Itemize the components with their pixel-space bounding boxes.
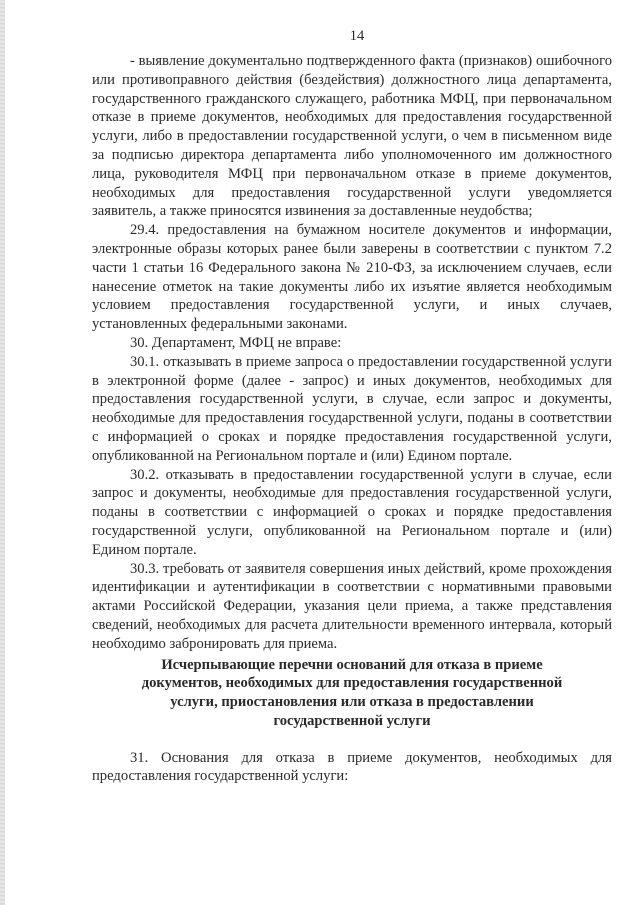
paragraph-30: 30. Департамент, МФЦ не вправе:	[130, 334, 342, 351]
paragraph-30-3: 30.3. требовать от заявителя совершения иных действий, кроме прохождения идентификации и аутентификации в соответствии с нормативными правовыми актами Российской Федерации, указания цели приема, а также представления сведений, необходимых для расчета длительности временного интервала, который необходимо забронировать для приема.	[92, 560, 612, 652]
paragraph-30-1: 30.1. отказывать в приеме запроса о предоставлении государственной услуги в электронной форме (далее - запрос) и иных документов, необходимых для предоставления государственной услуги, в случае, если запрос и документы, необходимые для предоставления государственной услуги, поданы в соответствии с информацией о сроках и порядке предоставления государственной услуги, опубликованной на Региональном портале и (или) Едином портале.	[92, 353, 612, 464]
document-page	[92, 28, 612, 786]
section-heading-line: услуги, приостановления или отказа в предоставлении	[170, 694, 534, 711]
page-number: 14	[349, 28, 365, 44]
paragraph-29-4: 29.4. предоставления на бумажном носителе документов и информации, электронные образы которых ранее были заверены в соответствии с пунктом 7.2 части 1 статьи 16 Федерального закона № 210-ФЗ, за исключением случаев, если нанесение отметок на такие документы либо их изъятие является необходимым условием предоставления государственной услуги, и иных случаев, установленных федеральными законами.	[92, 222, 612, 333]
section-heading-line: документов, необходимых для предоставления государственной	[141, 675, 563, 692]
paragraph-identification-error: - выявление документально подтвержденного факта (признаков) ошибочного или противоправного действия (бездействия) должностного лица департамента, государственного гражданского служащего, работника МФЦ, при первоначальном отказе в приеме документов, необходимых для предоставления государственной услуги, либо в предоставлении государственной услуги, о чем в письменном виде за подписью директора департамента либо уполномоченного им должностного лица, руководителя МФЦ при первоначальном отказе в приеме документов, необходимых для предоставления государственной услуги уведомляется заявитель, а также приносятся извинения за доставленные неудобства;	[92, 53, 612, 220]
section-heading	[92, 656, 612, 731]
paragraph-30-2: 30.2. отказывать в предоставлении государственной услуги в случае, если запрос и документы, необходимые для предоставления государственной услуги, поданы в соответствии с информацией о сроках и порядке предоставления государственной услуги, опубликованной на Региональном портале и (или) Едином портале.	[92, 466, 612, 558]
scan-edge	[0, 0, 5, 905]
section-heading-line: государственной услуги	[273, 712, 431, 729]
paragraph-31: 31. Основания для отказа в приеме документов, необходимых для предоставления государственной услуги:	[92, 749, 612, 785]
spacer	[92, 731, 612, 749]
section-heading-line: Исчерпывающие перечни оснований для отказа в приеме	[161, 656, 543, 673]
